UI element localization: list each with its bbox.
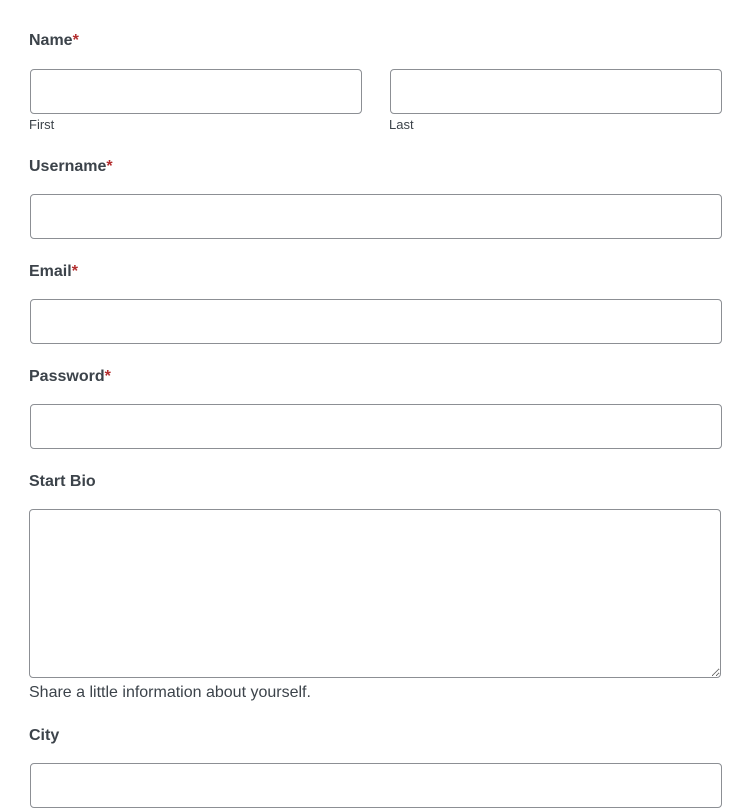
- required-marker: *: [72, 32, 79, 49]
- email-label: [29, 262, 78, 282]
- required-marker: *: [106, 158, 113, 175]
- password-label-text: Password: [29, 368, 105, 385]
- first-name-sublabel: First: [29, 117, 55, 132]
- bio-label-text: Start Bio: [29, 473, 96, 490]
- email-label-text: Email: [29, 263, 72, 280]
- city-label-text: City: [29, 727, 60, 744]
- first-name-input[interactable]: [30, 69, 362, 114]
- username-label-text: Username: [29, 158, 107, 175]
- bio-description: Share a little information about yourself.: [29, 684, 311, 701]
- city-input[interactable]: [30, 763, 722, 808]
- bio-label: [29, 472, 96, 492]
- password-label: [29, 367, 111, 387]
- password-input[interactable]: [30, 404, 722, 449]
- username-input[interactable]: [30, 194, 722, 239]
- city-label: [29, 726, 59, 746]
- required-marker: *: [104, 368, 111, 385]
- name-label-text: Name: [29, 32, 73, 49]
- bio-textarea[interactable]: [29, 509, 721, 678]
- required-marker: *: [71, 263, 78, 280]
- username-label: [29, 157, 113, 177]
- last-name-input[interactable]: [390, 69, 722, 114]
- name-label: [29, 31, 79, 51]
- last-name-sublabel: Last: [389, 117, 414, 132]
- email-input[interactable]: [30, 299, 722, 344]
